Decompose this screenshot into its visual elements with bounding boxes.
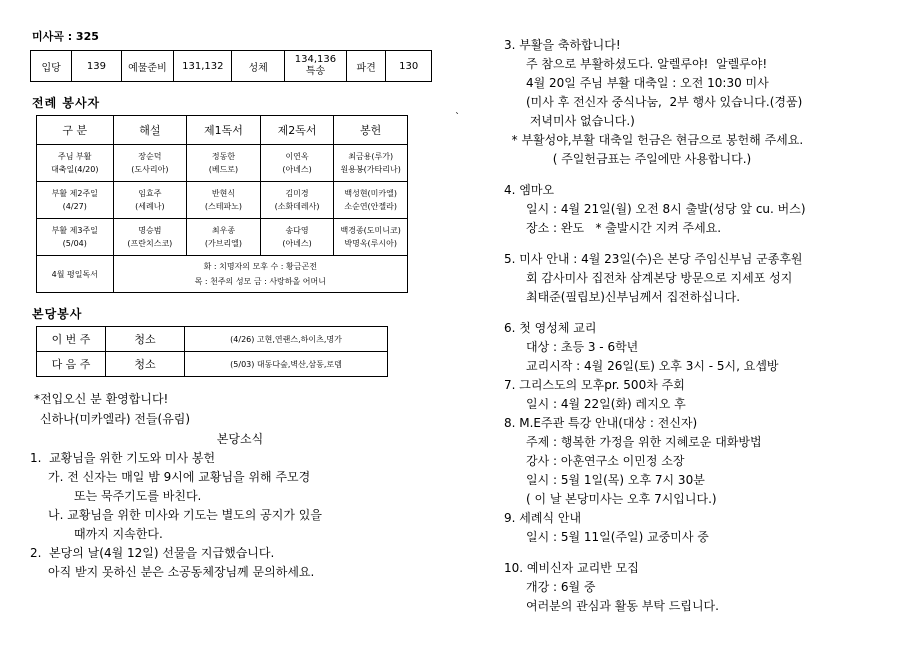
header-category: 구 분 (37, 116, 114, 145)
news-line: 대상 : 초등 3 - 6학년 (526, 340, 639, 354)
news-line: 4월 20일 주님 부활 대축일 : 오전 10:30 미사 (526, 76, 769, 90)
second-reading-cell (260, 219, 334, 256)
hymn-table (30, 50, 432, 82)
commentator-cell (113, 219, 187, 256)
duty-row (37, 352, 388, 377)
hymn-row (31, 51, 432, 82)
date-line: (4/27) (62, 202, 87, 211)
header-second-reading: 제2독서 (260, 116, 334, 145)
date-line: 주님 부활 (58, 152, 92, 161)
second-reading-cell (260, 182, 334, 219)
baptismal-name: (베드로) (208, 165, 239, 174)
offering-cell (334, 182, 408, 219)
news-line: 교리시작 : 4월 26일(토) 오후 3시 - 5시, 요셉방 (526, 359, 779, 373)
row-date (37, 182, 114, 219)
news-line: 최태준(필립보)신부님께서 집전하십니다. (526, 290, 741, 304)
date-line: 부활 제3주일 (51, 226, 98, 235)
news-line: 일시 : 5월 11일(주일) 교중미사 중 (526, 530, 709, 544)
commentator-cell (113, 182, 187, 219)
duty-task: 청소 (106, 352, 185, 377)
news-line: 3. 부활을 축하합니다! (504, 38, 621, 52)
header-offering: 봉헌 (334, 116, 408, 145)
date-line: 대축일(4/20) (51, 165, 99, 174)
welcome-heading: *전입오신 분 환영합니다! (34, 392, 169, 406)
baptismal-name: (프란치스코) (127, 239, 173, 248)
liturgy-table (36, 115, 408, 293)
first-reading-cell (187, 145, 261, 182)
duty-week: 이 번 주 (37, 327, 106, 352)
communion-label: 성체 (232, 51, 285, 82)
person-name: 송다영 (285, 226, 309, 235)
news-line: ( 주일헌금표는 주일에만 사용합니다.) (526, 152, 752, 166)
baptismal-name: (아녜스) (282, 239, 312, 248)
baptismal-name: (도사리아) (131, 165, 169, 174)
person-name: 원용봉(가타리나) (340, 165, 401, 174)
entrance-hymn: 139 (72, 51, 121, 82)
news-line: 장소 : 완도 * 출발시간 지켜 주세요. (526, 221, 722, 235)
news-line: 2. 본당의 날(4월 12일) 선물을 지급했습니다. (30, 546, 275, 560)
news-line: * 부활성야,부활 대축일 헌금은 현금으로 봉헌해 주세요. (504, 133, 804, 147)
dismissal-label: 파견 (346, 51, 385, 82)
right-column (504, 36, 904, 616)
news-line: 1. 교황님을 위한 기도와 미사 봉헌 (30, 451, 216, 465)
news-line: 6. 첫 영성체 교리 (504, 321, 597, 335)
liturgy-header-row (37, 116, 408, 145)
person-name: 소순연(안젤라) (344, 202, 397, 211)
news-title: 본당소식 (216, 432, 264, 446)
parish-service-title: 본당봉사 (32, 307, 83, 321)
news-line: 때까지 지속한다. (74, 527, 163, 541)
stray-mark: ` (455, 112, 460, 123)
duty-week: 다 음 주 (37, 352, 106, 377)
first-reading-cell (187, 219, 261, 256)
offering-cell (334, 145, 408, 182)
person-name: 임효주 (138, 189, 162, 198)
news-line: 일시 : 4월 22일(화) 레지오 후 (526, 397, 686, 411)
liturgy-row (37, 182, 408, 219)
person-name: 최우종 (211, 226, 236, 235)
row-date (37, 145, 114, 182)
weekday-reading-line: 화 : 치명자의 모후 수 : 황금곤전 (203, 262, 317, 271)
communion-hymn-special: 특송 (305, 66, 326, 77)
left-news-list (30, 449, 450, 582)
duty-task: 청소 (106, 327, 185, 352)
baptismal-name: (세례나) (135, 202, 165, 211)
second-reading-cell (260, 145, 334, 182)
news-line: 나. 교황님을 위한 미사와 기도는 별도의 공지가 있을 (48, 508, 322, 522)
communion-hymn-numbers: 134,136 (294, 54, 337, 65)
commentator-cell (113, 145, 187, 182)
person-name: 박명옥(루시아) (344, 239, 397, 248)
news-line: 가. 전 신자는 매일 밤 9시에 교황님을 위해 주모경 (48, 470, 311, 484)
left-column (30, 28, 450, 582)
weekday-reading-line: 목 : 천주의 성모 금 : 사랑하올 어머니 (194, 277, 326, 286)
weekday-reading-row (37, 256, 408, 293)
entrance-label: 입당 (31, 51, 72, 82)
parish-service-table (36, 326, 388, 377)
person-name: 장순덕 (138, 152, 162, 161)
baptismal-name: (아녜스) (282, 165, 312, 174)
duty-description: (4/26) 고현,연랜스,하이츠,명가 (185, 327, 388, 352)
baptismal-name: (스테파노) (204, 202, 243, 211)
news-line: 저녁미사 없습니다.) (526, 114, 635, 128)
news-line: 9. 세례식 안내 (504, 511, 582, 525)
person-name: 정동한 (211, 152, 236, 161)
row-date (37, 219, 114, 256)
date-line: 부활 제2주일 (51, 189, 98, 198)
news-line: 여러분의 관심과 활동 부탁 드립니다. (526, 599, 719, 613)
baptismal-name: (가브리엘) (204, 239, 243, 248)
welcome-names: 신하나(미카엘라) 전들(유림) (40, 412, 191, 426)
duty-description: (5/03) 대동다숲,벽산,삼동,로뎀 (185, 352, 388, 377)
news-line: 8. M.E주관 특강 안내(대상 : 전신자) (504, 416, 698, 430)
spacer (504, 307, 904, 319)
person-name: 이연옥 (285, 152, 309, 161)
person-name: 백성현(미카엘) (344, 189, 397, 198)
news-line: 주제 : 행복한 가정을 위한 지혜로운 대화방법 (526, 435, 762, 449)
header-commentator: 해설 (113, 116, 187, 145)
date-line: (5/04) (62, 239, 87, 248)
liturgy-row (37, 145, 408, 182)
news-line: 아직 받지 못하신 분은 소공동체장님께 문의하세요. (48, 565, 315, 579)
person-name: 반현식 (211, 189, 236, 198)
news-line: 주 참으로 부활하셨도다. 알렐루야! 알렐루야! (526, 57, 768, 71)
news-line: 개강 : 6월 중 (526, 580, 596, 594)
spacer (504, 238, 904, 250)
duty-row (37, 327, 388, 352)
offertory-label: 예물준비 (121, 51, 174, 82)
communion-hymn (284, 51, 346, 82)
person-name: 명승범 (138, 226, 162, 235)
news-line: 5. 미사 안내 : 4월 23일(수)은 본당 주임신부님 군종후원 (504, 252, 803, 266)
news-line: 7. 그리스도의 모후pr. 500차 주회 (504, 378, 685, 392)
person-name: 백경종(도미니코) (340, 226, 401, 235)
news-line: 강사 : 아훈연구소 이민정 소장 (526, 454, 685, 468)
baptismal-name: (소화데레사) (274, 202, 320, 211)
spacer (504, 169, 904, 181)
weekday-reading-cell (113, 256, 407, 293)
news-line: ( 이 날 본당미사는 오후 7시입니다.) (526, 492, 717, 506)
spacer (504, 547, 904, 559)
right-news-list (504, 36, 904, 616)
news-line: (미사 후 전신자 중식나눔, 2부 행사 있습니다.(경품) (526, 95, 803, 109)
first-reading-cell (187, 182, 261, 219)
weekday-reading-label: 4월 평일독서 (37, 256, 114, 293)
news-line: 회 감사미사 집전차 삼계본당 방문으로 지세포 성지 (526, 271, 793, 285)
person-name: 김미경 (285, 189, 309, 198)
news-line: 일시 : 4월 21일(월) 오전 8시 출발(성당 앞 cu. 버스) (526, 202, 806, 216)
news-line: 일시 : 5월 1일(목) 오후 7시 30분 (526, 473, 705, 487)
offertory-hymn: 131,132 (174, 51, 232, 82)
liturgy-section-title: 전례 봉사자 (32, 96, 101, 110)
dismissal-hymn: 130 (386, 51, 432, 82)
person-name: 최금용(루가) (348, 152, 394, 161)
welcome-block (34, 389, 450, 429)
news-line: 4. 엠마오 (504, 183, 555, 197)
mass-number: 미사곡 : 325 (32, 30, 99, 43)
offering-cell (334, 219, 408, 256)
news-line: 또는 묵주기도를 바친다. (74, 489, 202, 503)
liturgy-row (37, 219, 408, 256)
header-first-reading: 제1독서 (187, 116, 261, 145)
news-line: 10. 예비신자 교리반 모집 (504, 561, 639, 575)
